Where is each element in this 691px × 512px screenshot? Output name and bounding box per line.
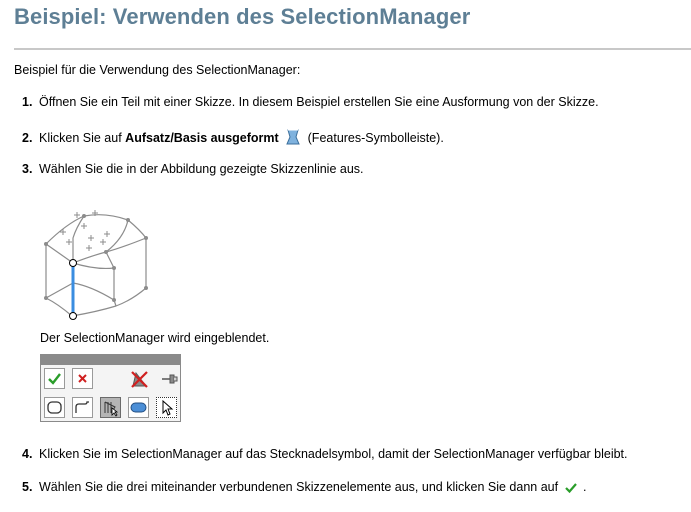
panel-titlebar <box>41 355 180 365</box>
step-number: 2. <box>22 131 33 145</box>
step-text: Klicken Sie im SelectionManager auf das Stecknadelsymbol, damit der SelectionManager verfügbar bleibt. <box>39 447 628 461</box>
select-closed-loop-icon <box>45 398 64 417</box>
select-open-loop-button[interactable] <box>72 397 93 418</box>
step-number: 3. <box>22 162 33 176</box>
selection-manager-panel <box>40 354 181 422</box>
step-text: Öffnen Sie ein Teil mit einer Skizze. In diesem Beispiel erstellen Sie eine Ausformung von der Skizze. <box>39 95 599 109</box>
step-text-post: . <box>579 480 587 494</box>
standard-selection-icon <box>157 398 176 417</box>
step-number: 4. <box>22 447 33 461</box>
checkmark-icon <box>564 481 578 498</box>
step-text-post: (Features-Symbolleiste). <box>304 131 444 145</box>
cancel-x-icon <box>73 369 92 388</box>
select-region-icon <box>129 398 148 417</box>
step-5 <box>22 480 587 498</box>
select-region-button[interactable] <box>128 397 149 418</box>
sketch-figure <box>36 208 156 329</box>
step-3 <box>22 162 364 176</box>
command-name: Aufsatz/Basis ausgeformt <box>125 131 279 145</box>
ok-check-icon <box>45 369 64 388</box>
pin-button[interactable] <box>158 368 179 389</box>
clear-selection-icon <box>129 369 150 390</box>
loft-boss-icon <box>284 128 302 149</box>
step-number: 5. <box>22 480 33 494</box>
step-text: Wählen Sie die in der Abbildung gezeigte Skizzenlinie aus. <box>39 162 364 176</box>
step-number: 1. <box>22 95 33 109</box>
select-closed-loop-button[interactable] <box>44 397 65 418</box>
select-group-icon <box>101 398 120 417</box>
cancel-button[interactable] <box>72 368 93 389</box>
select-group-button[interactable] <box>100 397 121 418</box>
standard-selection-button[interactable] <box>156 397 177 418</box>
figure-caption: Der SelectionManager wird eingeblendet. <box>40 331 270 345</box>
step-text-pre: Klicken Sie auf <box>39 131 126 145</box>
step-4 <box>22 447 628 461</box>
step-text-pre: Wählen Sie die drei miteinander verbundenen Skizzenelemente aus, und klicken Sie dann auf <box>39 480 562 494</box>
step-2 <box>22 128 444 149</box>
ok-button[interactable] <box>44 368 65 389</box>
step-1 <box>22 95 599 109</box>
select-open-loop-icon <box>73 398 92 417</box>
title-divider <box>14 48 691 50</box>
page-title: Beispiel: Verwenden des SelectionManager <box>14 4 471 29</box>
clear-selection-button[interactable] <box>128 368 149 389</box>
pin-icon <box>159 369 180 390</box>
intro-text: Beispiel für die Verwendung des SelectionManager: <box>14 63 301 77</box>
